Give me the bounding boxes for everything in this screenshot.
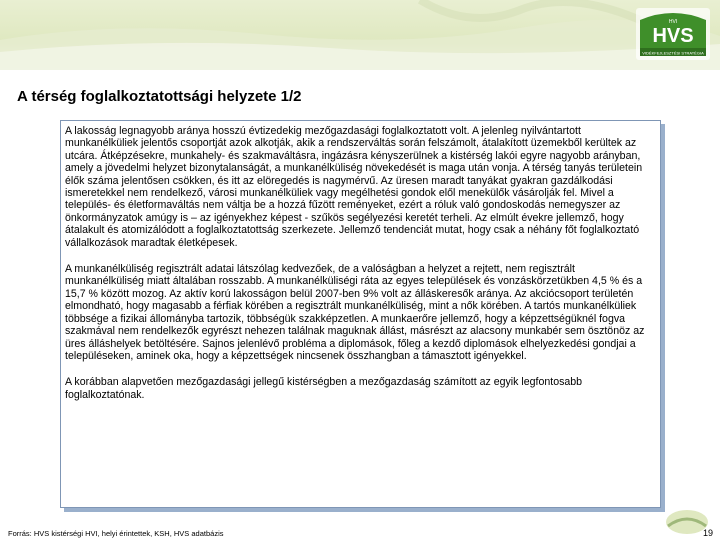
paragraph-1: A lakosság legnagyobb aránya hosszú évtizedekig mezőgazdasági foglalkoztatott volt. A jelenleg nyilvántartott munkanélküliek jelentős csoportját azok alkotják, akik a rendszerváltás során felszámolt, átalakított üzemekből kerültek az utcára. Átképzésekre, munkahely- és szakmaváltásra, ingázásra kényszerülnek a kistérség lakói egyre nagyobb arányban, amely a jövedelmi helyzet bizonytalanságát, a munkanélküliség növekedését is maga után vonja. A térség tanyás területein élők száma jelentősen csökken, és itt az elöregedés is nagymérvű. Az üresen maradt tanyákat gyakran gazdálkodási ismeretekkel nem rendelkező, városi munkanélküliek vagy megélhetési gondok elől menekülők vásárolják fel. Mivel a település- és életformaváltás nem váltja be a hozzá fűzött reményeket, ezért a róluk való gondoskodás nemegyszer az önkormányzatok amúgy is – az igényekhez képest - szűkös segélyezési keretét terheli. Az elmúlt évekre jellemző, hogy átalakult és atomizálódott a foglalkoztatottság szerkezete. Jellemző tendenciát mutat, hogy csak a néhány főt foglalkoztató vállalkozások maradtak életképesek. [65, 125, 643, 249]
slide-title: A térség foglalkoztatottsági helyzete 1/2 [17, 88, 302, 105]
text-box [60, 120, 661, 508]
logo-text: HVS [652, 25, 694, 47]
header-banner [0, 0, 720, 70]
logo-subtext: VIDÉKFEJLESZTÉSI STRATÉGIA [642, 50, 704, 56]
landscape-illustration [0, 0, 720, 70]
source-note: Forrás: HVS kistérségi HVI, helyi érintettek, KSH, HVS adatbázis [8, 529, 224, 538]
logo-tag: HVI [668, 19, 678, 25]
page-number: 19 [702, 528, 713, 538]
hvs-logo [636, 8, 710, 60]
paragraph-3: A korábban alapvetően mezőgazdasági jellegű kistérségben a mezőgazdaság számított az egyik legfontosabb foglalkoztatónak. [65, 376, 583, 401]
paragraph-2: A munkanélküliség regisztrált adatai látszólag kedvezőek, de a valóságban a helyzet a rejtett, nem regisztrált munkanélküliség miatt általában rosszabb. A munkanélküliségi ráta az egyes települések és vonzáskörzetükben 4,5 % és a 15,7 % között mozog. Az aktív korú lakosságon belül 2007-ben 9% volt az álláskeresők aránya. Az akciócsoport területén elmondható, hogy magasabb a férfiak körében a regisztrált munkanélküliség, mint a nők körében. A tartós munkanélküliek többsége a fizikai állományba tartozik, többségük szakképzetlen. A munkaerőre jellemző, hogy a képzettségüknél fogva szakmával nem rendelkezők egyrészt nehezen találnak maguknak állást, másrészt az alacsony munkabér sem ösztönöz az üres álláshelyek betöltésére. Sajnos jelenlévő probléma a diplomások, főleg a kezdő diplomások elhelyezkedési gondjai a településeken, aminek oka, hogy a képzettségek nincsenek összhangban a támasztott igényekkel. [65, 263, 645, 362]
